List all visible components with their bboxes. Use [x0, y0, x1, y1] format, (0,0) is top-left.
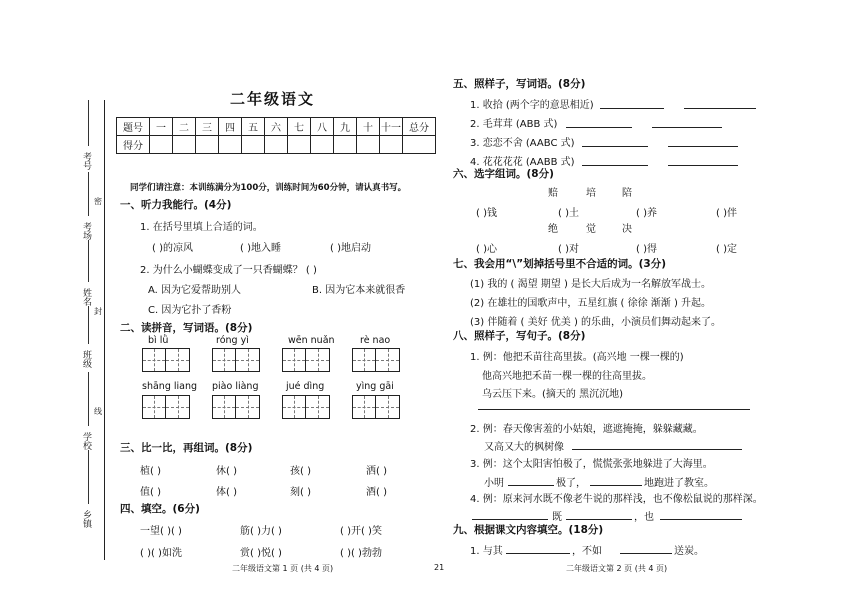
s7-sentence: (1) 我的 ( 渴望 期望 ) 是长大后成为一名解放军战士。	[470, 279, 712, 290]
binding-char-xian: 线	[94, 407, 102, 416]
page-1-footer: 二年级语文第 1 页 (共 4 页)	[232, 564, 334, 573]
binding-char-mi: 密	[94, 197, 102, 206]
s8-example-2: 2. 例：春天像害羞的小姑娘，遮遮掩掩，躲躲藏藏。	[470, 424, 703, 435]
s1-option-b: B. 因为它本来就很香	[312, 285, 406, 296]
score-table-score-row	[117, 136, 436, 154]
s6-word-item: ( )钱	[476, 208, 497, 219]
section-3-heading: 三、比一比，再组词。(8分)	[120, 442, 253, 454]
answer-blank[interactable]	[566, 519, 632, 520]
score-cell[interactable]	[219, 136, 242, 154]
answer-blank[interactable]	[668, 146, 738, 147]
answer-blank[interactable]	[668, 165, 738, 166]
writing-grid[interactable]	[282, 395, 330, 419]
answer-blank[interactable]	[582, 165, 648, 166]
page-title: 二年级语文	[230, 90, 316, 108]
score-header-cell: 题号	[117, 118, 150, 136]
s7-sentence: (3) 伴随着 ( 美好 优美 ) 的乐曲，小演员们舞动起来了。	[470, 317, 722, 328]
s8-task-4a: 既	[552, 512, 562, 523]
sidebar-rule	[88, 240, 90, 282]
pinyin-label: róng yì	[216, 335, 249, 346]
s6-char-option: 绝	[548, 224, 558, 235]
s6-word-item: ( )养	[636, 208, 657, 219]
s6-word-item: ( )心	[476, 244, 497, 255]
answer-blank[interactable]	[652, 127, 722, 128]
s9-item-1c: 送炭。	[674, 546, 704, 557]
s5-item: 1. 收拾 (两个字的意思相近)	[470, 100, 594, 111]
score-table	[116, 117, 436, 154]
sidebar-label-class: 班级	[81, 350, 91, 368]
s8-task-2: 又高又大的枫树像	[484, 442, 564, 453]
s1-q1-item: ( )的凉风	[152, 243, 193, 254]
section-2-heading: 二、读拼音，写词语。(8分)	[120, 322, 253, 334]
s3-word-item: 洒( )	[366, 466, 387, 477]
sidebar-label-township: 乡镇	[81, 510, 91, 528]
sidebar-rule	[88, 172, 90, 216]
section-4-heading: 四、填空。(6分)	[120, 503, 200, 515]
score-header-cell: 四	[219, 118, 242, 136]
score-header-cell: 三	[196, 118, 219, 136]
s6-char-option: 陪	[622, 188, 632, 199]
score-cell[interactable]	[173, 136, 196, 154]
s4-idiom-item: ( )( )勃勃	[340, 548, 382, 559]
s3-word-item: 植( )	[140, 466, 161, 477]
s4-idiom-item: 筋( )力( )	[240, 526, 282, 537]
answer-blank[interactable]	[600, 108, 664, 109]
writing-grid[interactable]	[212, 395, 260, 419]
s1-question-1: 1. 在括号里填上合适的词。	[140, 222, 263, 233]
s6-char-option: 培	[586, 188, 596, 199]
s8-example-4: 4. 例：原来河水既不像老牛说的那样浅，也不像松鼠说的那样深。	[470, 494, 763, 505]
s4-idiom-item: 赏( )悦( )	[240, 548, 282, 559]
answer-blank[interactable]	[508, 485, 554, 486]
s5-item: 2. 毛茸茸 (ABB 式)	[470, 119, 558, 130]
s3-word-item: 休( )	[216, 466, 237, 477]
s3-word-item: 孩( )	[290, 466, 311, 477]
score-table-header-row	[117, 118, 436, 136]
s6-word-item: ( )土	[558, 208, 579, 219]
pinyin-label: wēn nuǎn	[288, 335, 335, 346]
s6-word-item: ( )得	[636, 244, 657, 255]
s3-word-item: 酒( )	[366, 487, 387, 498]
score-cell[interactable]	[380, 136, 403, 154]
score-header-cell: 总分	[403, 118, 436, 136]
s6-char-option: 决	[622, 224, 632, 235]
s1-q1-item: ( )地启动	[330, 243, 371, 254]
writing-grid[interactable]	[352, 395, 400, 419]
answer-line[interactable]	[478, 409, 750, 410]
binding-line	[104, 100, 106, 560]
s4-idiom-item: 一望( )( )	[140, 526, 182, 537]
score-cell[interactable]	[242, 136, 265, 154]
score-cell[interactable]	[403, 136, 436, 154]
pinyin-label: jué dìng	[286, 381, 325, 392]
score-cell[interactable]	[334, 136, 357, 154]
sidebar-rule	[88, 450, 90, 504]
s4-idiom-item: ( )( )如洗	[140, 548, 182, 559]
s3-word-item: 刻( )	[290, 487, 311, 498]
pinyin-label: shāng liang	[142, 381, 198, 392]
answer-blank[interactable]	[660, 519, 742, 520]
score-header-cell: 六	[265, 118, 288, 136]
score-row-label: 得分	[117, 136, 150, 154]
s8-task-3a: 小明	[484, 478, 504, 489]
s1-option-a: A. 因为它爱帮助别人	[148, 285, 242, 296]
answer-blank[interactable]	[582, 146, 648, 147]
binding-char-feng: 封	[94, 307, 102, 316]
s6-word-item: ( )伴	[716, 208, 737, 219]
s8-task-3c: 地跑进了教室。	[644, 478, 714, 489]
section-9-heading: 九、根据课文内容填空。(18分)	[453, 524, 604, 536]
pinyin-label: rè nao	[360, 335, 391, 346]
writing-grid[interactable]	[282, 348, 330, 372]
s8-example-1-sentence: 他高兴地把禾苗一棵一棵的往高里拔。	[482, 371, 652, 382]
score-header-cell: 九	[334, 118, 357, 136]
score-header-cell: 十	[357, 118, 380, 136]
section-1-heading: 一、听力我能行。(4分)	[120, 199, 232, 211]
sidebar-label-exam-number: 考号	[81, 152, 91, 170]
s8-example-1: 1. 例：他把禾苗往高里拔。(高兴地 一棵一棵的)	[470, 352, 684, 363]
s5-item: 4. 花花花花 (AABB 式)	[470, 157, 575, 168]
writing-grid[interactable]	[142, 395, 190, 419]
score-header-cell: 十一	[380, 118, 403, 136]
score-header-cell: 七	[288, 118, 311, 136]
score-cell[interactable]	[288, 136, 311, 154]
answer-blank[interactable]	[684, 108, 756, 109]
writing-grid[interactable]	[352, 348, 400, 372]
s8-example-3: 3. 例：这个太阳害怕极了，慌慌张张地躲进了大海里。	[470, 459, 713, 470]
answer-blank[interactable]	[620, 553, 672, 554]
s4-idiom-item: ( )开( )笑	[340, 526, 382, 537]
writing-grid[interactable]	[212, 348, 260, 372]
answer-blank[interactable]	[472, 519, 548, 520]
pinyin-label: yìng gāi	[356, 381, 394, 392]
s6-word-item: ( )定	[716, 244, 737, 255]
s9-item-1b: ，不如	[572, 546, 602, 557]
sheet-number: 21	[434, 563, 445, 572]
section-7-heading: 七、我会用“\”划掉括号里不合适的词。(3分)	[453, 258, 667, 270]
s9-item-1a: 1. 与其	[470, 546, 503, 557]
score-cell[interactable]	[150, 136, 173, 154]
section-6-heading: 六、选字组词。(8分)	[453, 168, 554, 180]
answer-blank[interactable]	[566, 127, 632, 128]
s3-word-item: 值( )	[140, 487, 161, 498]
s5-item: 3. 恋恋不舍 (AABC 式)	[470, 138, 575, 149]
s1-question-2: 2. 为什么小蝴蝶变成了一只香蝴蝶？ ( )	[140, 265, 317, 276]
s1-q1-item: ( )地入睡	[240, 243, 281, 254]
score-header-cell: 一	[150, 118, 173, 136]
sidebar-label-school: 学校	[81, 432, 91, 450]
sidebar-label-exam-room: 考场	[81, 222, 91, 240]
section-5-heading: 五、照样子，写词语。(8分)	[453, 78, 586, 90]
score-cell[interactable]	[196, 136, 219, 154]
s6-word-item: ( )对	[558, 244, 579, 255]
pinyin-label: bì lǜ	[148, 335, 169, 346]
s1-option-c: C. 因为它扑了香粉	[148, 305, 232, 316]
sidebar-label-name: 姓名	[81, 288, 91, 306]
exam-notice: 同学们请注意：本训练满分为100分，训练时间为60分钟，请认真书写。	[130, 183, 407, 193]
score-cell[interactable]	[265, 136, 288, 154]
answer-blank[interactable]	[590, 485, 642, 486]
s8-task-1: 乌云压下来。(摘天的 黑沉沉地)	[482, 389, 623, 400]
score-header-cell: 八	[311, 118, 334, 136]
page-2-footer: 二年级语文第 2 页 (共 4 页)	[566, 564, 668, 573]
score-cell[interactable]	[311, 136, 334, 154]
answer-line[interactable]	[572, 449, 742, 450]
answer-blank[interactable]	[506, 553, 570, 554]
s6-char-option: 赔	[548, 188, 558, 199]
s3-word-item: 体( )	[216, 487, 237, 498]
s6-char-option: 觉	[586, 224, 596, 235]
sidebar-rule	[88, 372, 90, 426]
score-cell[interactable]	[357, 136, 380, 154]
score-header-cell: 五	[242, 118, 265, 136]
s8-task-4b: ，也	[634, 512, 654, 523]
writing-grid[interactable]	[142, 348, 190, 372]
sidebar-rule	[88, 306, 90, 344]
sidebar-rule	[88, 100, 90, 146]
pinyin-label: piào liàng	[212, 381, 259, 392]
s7-sentence: (2) 在雄壮的国歌声中，五星红旗 ( 徐徐 渐渐 ) 升起。	[470, 298, 712, 309]
score-header-cell: 二	[173, 118, 196, 136]
s8-task-3b: 极了，	[556, 478, 586, 489]
section-8-heading: 八、照样子，写句子。(8分)	[453, 330, 586, 342]
